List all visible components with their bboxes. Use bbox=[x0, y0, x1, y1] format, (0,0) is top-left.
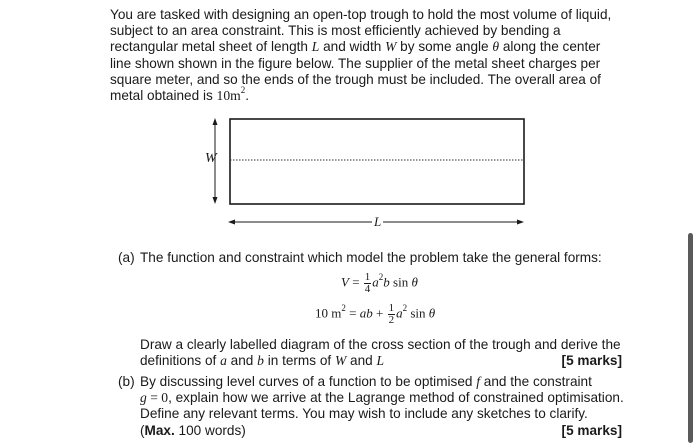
part-a-task bbox=[140, 337, 622, 369]
length-label: L bbox=[374, 214, 382, 229]
part-b-label: (b) bbox=[118, 374, 135, 389]
width-arrow-head-bottom bbox=[213, 197, 218, 204]
intro-line: subject to an area constraint. This is most efficiently achieved by bending a bbox=[110, 23, 561, 39]
part-b-line-3: Define any relevant terms. You may wish to include any sketches to clarify. bbox=[140, 406, 588, 422]
length-arrow-head-right bbox=[517, 220, 524, 225]
part-a-label: (a) bbox=[118, 250, 135, 265]
part-a-marks: [5 marks] bbox=[561, 353, 622, 369]
length-arrow-head-left bbox=[228, 220, 235, 225]
width-label: W bbox=[205, 151, 217, 166]
part-b-marks: [5 marks] bbox=[561, 422, 622, 438]
intro-line: line shown shown in the figure below. The supplier of the metal sheet charges per bbox=[110, 55, 601, 71]
part-b-task bbox=[140, 374, 622, 439]
part-a-line-1: Draw a clearly labelled diagram of the cross section of the trough and derive the bbox=[140, 337, 621, 352]
intro-line: square meter, and so the ends of the trough must be included. The overall area of bbox=[110, 71, 601, 87]
part-b-line-1: By discussing level curves of a function to be optimised f and the constraint bbox=[140, 374, 592, 389]
problem-intro bbox=[110, 7, 630, 104]
intro-line: rectangular metal sheet of length L and width W by some angle θ along the center bbox=[110, 39, 601, 55]
part-a-line-2: definitions of a and b in terms of W and L [5 marks] bbox=[140, 353, 622, 369]
part-a-intro: The function and constraint which model the problem take the general forms: bbox=[140, 250, 602, 265]
volume-equation: V = $\frac{1}{4}$ $a^2b$ sin θ bbox=[341, 271, 418, 295]
area-constraint-equation: 10 $m^2$ = ab + $\frac{1}{2}$ $a^2$ sin θ bbox=[315, 302, 436, 326]
part-b-line-4: (Max. 100 words) [5 marks] bbox=[140, 422, 622, 438]
intro-line: metal obtained is $10m^2$. bbox=[110, 85, 249, 104]
intro-line: You are tasked with designing an open-top trough to hold the most volume of liquid, bbox=[110, 7, 612, 22]
part-b-line-2: g = 0, explain how we arrive at the Lagrange method of constrained optimisation. bbox=[140, 390, 624, 406]
metal-sheet-rectangle bbox=[230, 119, 524, 204]
width-arrow-head-top bbox=[213, 118, 218, 125]
vertical-scrollbar[interactable] bbox=[688, 233, 693, 443]
